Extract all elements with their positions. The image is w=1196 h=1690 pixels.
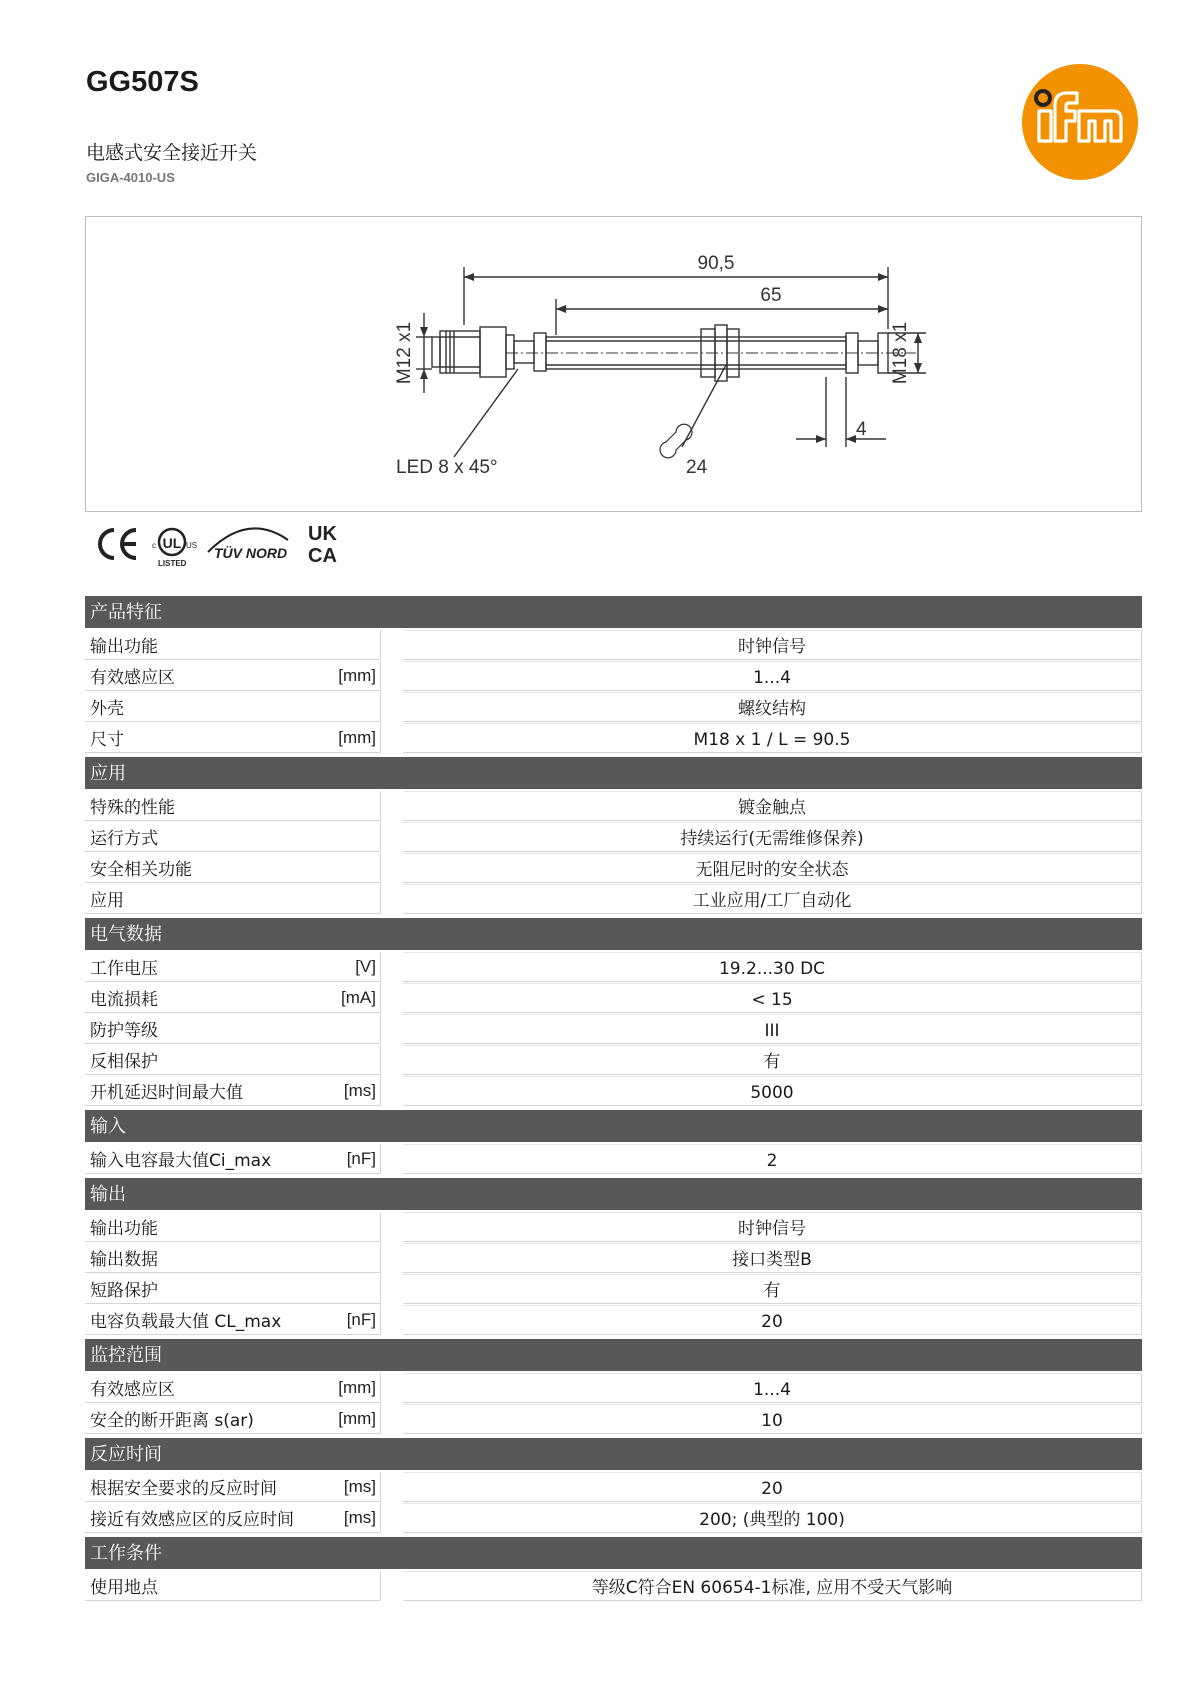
- spec-label: 外壳: [90, 699, 124, 719]
- spec-label: 输出功能: [90, 1219, 158, 1239]
- spec-row: [85, 1403, 1142, 1434]
- spec-row: [85, 852, 1142, 883]
- spec-value: 持续运行(无需维修保养): [403, 822, 1142, 852]
- section-header: 产品特征: [85, 596, 1142, 628]
- spec-label: 接近有效感应区的反应时间: [90, 1510, 294, 1530]
- spec-row: [85, 1143, 1142, 1174]
- dim-connector-thread: M12 x1: [394, 321, 415, 385]
- spec-section: [85, 757, 1142, 914]
- spec-label-cell: [85, 1045, 381, 1075]
- spec-value: 10: [403, 1404, 1142, 1434]
- wrench-size: 24: [686, 457, 708, 478]
- led-label: LED 8 x 45°: [396, 457, 498, 478]
- svg-text:UK: UK: [308, 523, 337, 545]
- svg-text:c: c: [152, 541, 156, 550]
- svg-text:US: US: [186, 541, 198, 550]
- spec-value: M18 x 1 / L = 90.5: [403, 723, 1142, 753]
- spec-label: 应用: [90, 891, 124, 911]
- spec-label-cell: [85, 884, 381, 914]
- section-header: 电气数据: [85, 918, 1142, 950]
- spec-row: [85, 1372, 1142, 1403]
- spec-label: 使用地点: [90, 1578, 158, 1598]
- spec-row: [85, 629, 1142, 660]
- spec-label-cell: [85, 1373, 381, 1403]
- spec-row: [85, 982, 1142, 1013]
- spec-value: 19.2...30 DC: [403, 952, 1142, 982]
- svg-text:CA: CA: [308, 545, 337, 567]
- section-header: 工作条件: [85, 1537, 1142, 1569]
- spec-row: [85, 1471, 1142, 1502]
- spec-label-cell: [85, 1243, 381, 1273]
- spec-label: 输出数据: [90, 1250, 158, 1270]
- section-header: 反应时间: [85, 1438, 1142, 1470]
- spec-value: 无阻尼时的安全状态: [403, 853, 1142, 883]
- spec-label: 输出功能: [90, 637, 158, 657]
- spec-label-cell: [85, 1212, 381, 1242]
- spec-label-cell: [85, 1571, 381, 1601]
- spec-label: 开机延迟时间最大值: [90, 1083, 243, 1103]
- dimension-drawing: [85, 216, 1142, 512]
- spec-label-cell: [85, 723, 381, 753]
- spec-value: 接口类型B: [403, 1243, 1142, 1273]
- spec-section: [85, 1339, 1142, 1434]
- article-number: GIGA-4010-US: [86, 170, 175, 185]
- section-header: 输入: [85, 1110, 1142, 1142]
- spec-unit: [ms]: [343, 1476, 376, 1496]
- tuv-nord-icon: [208, 528, 288, 561]
- spec-label: 根据安全要求的反应时间: [90, 1479, 277, 1499]
- spec-label-cell: [85, 630, 381, 660]
- spec-label: 反相保护: [90, 1052, 158, 1072]
- spec-label: 短路保护: [90, 1281, 158, 1301]
- spec-unit: [mm]: [338, 1408, 376, 1428]
- spec-row: [85, 1075, 1142, 1106]
- spec-value: 200; (典型的 100): [403, 1503, 1142, 1533]
- spec-value: < 15: [403, 983, 1142, 1013]
- spec-row: [85, 660, 1142, 691]
- spec-label: 工作电压: [90, 959, 158, 979]
- spec-unit: [ms]: [343, 1080, 376, 1100]
- svg-text:TÜV NORD: TÜV NORD: [214, 545, 288, 561]
- product-description: 电感式安全接近开关: [86, 142, 258, 164]
- spec-value: III: [403, 1014, 1142, 1044]
- spec-row: [85, 691, 1142, 722]
- spec-label: 特殊的性能: [90, 798, 175, 818]
- spec-value: 有: [403, 1045, 1142, 1075]
- ukca-mark-icon: [308, 523, 337, 567]
- spec-value: 时钟信号: [403, 1212, 1142, 1242]
- spec-label: 安全的断开距离 s(ar): [90, 1411, 254, 1431]
- section-header: 输出: [85, 1178, 1142, 1210]
- spec-value: 20: [403, 1472, 1142, 1502]
- spec-value: 20: [403, 1305, 1142, 1335]
- spec-unit: [nF]: [346, 1309, 376, 1329]
- ifm-logo: [1021, 63, 1139, 181]
- spec-value: 5000: [403, 1076, 1142, 1106]
- spec-label-cell: [85, 692, 381, 722]
- spec-row: [85, 1242, 1142, 1273]
- spec-row: [85, 1304, 1142, 1335]
- spec-label-cell: [85, 1503, 381, 1533]
- spec-section: [85, 1110, 1142, 1174]
- spec-label: 有效感应区: [90, 668, 175, 688]
- spec-label-cell: [85, 1014, 381, 1044]
- spec-label-cell: [85, 853, 381, 883]
- spec-row: [85, 1502, 1142, 1533]
- spec-row: [85, 1570, 1142, 1601]
- spec-row: [85, 1273, 1142, 1304]
- spec-label-cell: [85, 1274, 381, 1304]
- spec-label-cell: [85, 661, 381, 691]
- spec-label: 运行方式: [90, 829, 158, 849]
- spec-label: 有效感应区: [90, 1380, 175, 1400]
- spec-label-cell: [85, 822, 381, 852]
- spec-label: 尺寸: [90, 730, 124, 750]
- spec-label-cell: [85, 1305, 381, 1335]
- spec-label-cell: [85, 791, 381, 821]
- section-header: 应用: [85, 757, 1142, 789]
- spec-label: 输入电容最大值Ci_max: [90, 1151, 272, 1171]
- dim-total-length: 90,5: [697, 253, 735, 274]
- ce-mark-icon: [100, 530, 136, 558]
- spec-label: 防护等级: [90, 1021, 158, 1041]
- certification-logos: [90, 518, 370, 578]
- spec-label: 电容负载最大值 CL_max: [90, 1312, 282, 1332]
- spec-section: [85, 596, 1142, 753]
- spec-unit: [mA]: [341, 987, 376, 1007]
- spec-row: [85, 790, 1142, 821]
- spec-unit: [mm]: [338, 727, 376, 747]
- spec-row: [85, 951, 1142, 982]
- spec-value: 有: [403, 1274, 1142, 1304]
- spec-row: [85, 883, 1142, 914]
- spec-section: [85, 1178, 1142, 1335]
- spec-value: 螺纹结构: [403, 692, 1142, 722]
- spec-label-cell: [85, 952, 381, 982]
- spec-unit: [ms]: [343, 1507, 376, 1527]
- svg-text:UL: UL: [162, 535, 182, 551]
- spec-label-cell: [85, 1144, 381, 1174]
- ul-listed-icon: [152, 529, 197, 568]
- spec-row: [85, 821, 1142, 852]
- spec-value: 2: [403, 1144, 1142, 1174]
- svg-text:LISTED: LISTED: [158, 559, 187, 568]
- dim-housing-thread: M18 x1: [890, 321, 911, 385]
- spec-unit: [mm]: [338, 665, 376, 685]
- spec-section: [85, 918, 1142, 1106]
- specifications-table: [85, 596, 1142, 1601]
- spec-value: 时钟信号: [403, 630, 1142, 660]
- spec-label-cell: [85, 983, 381, 1013]
- spec-label-cell: [85, 1472, 381, 1502]
- spec-row: [85, 1013, 1142, 1044]
- spec-value: 工业应用/工厂自动化: [403, 884, 1142, 914]
- dim-nut-width: 4: [856, 419, 867, 440]
- spec-section: [85, 1438, 1142, 1533]
- spec-label: 安全相关功能: [90, 860, 192, 880]
- section-header: 监控范围: [85, 1339, 1142, 1371]
- spec-section: [85, 1537, 1142, 1601]
- spec-value: 等级C符合EN 60654-1标准, 应用不受天气影响: [403, 1571, 1142, 1601]
- spec-unit: [V]: [355, 956, 376, 976]
- spec-row: [85, 722, 1142, 753]
- product-code: GG507S: [86, 66, 199, 98]
- spec-unit: [nF]: [346, 1148, 376, 1168]
- spec-label-cell: [85, 1076, 381, 1106]
- dim-thread-length: 65: [760, 285, 782, 306]
- spec-row: [85, 1211, 1142, 1242]
- spec-row: [85, 1044, 1142, 1075]
- spec-value: 1...4: [403, 1373, 1142, 1403]
- spec-label: 电流损耗: [90, 990, 158, 1010]
- spec-label-cell: [85, 1404, 381, 1434]
- spec-unit: [mm]: [338, 1377, 376, 1397]
- spec-value: 镀金触点: [403, 791, 1142, 821]
- spec-value: 1...4: [403, 661, 1142, 691]
